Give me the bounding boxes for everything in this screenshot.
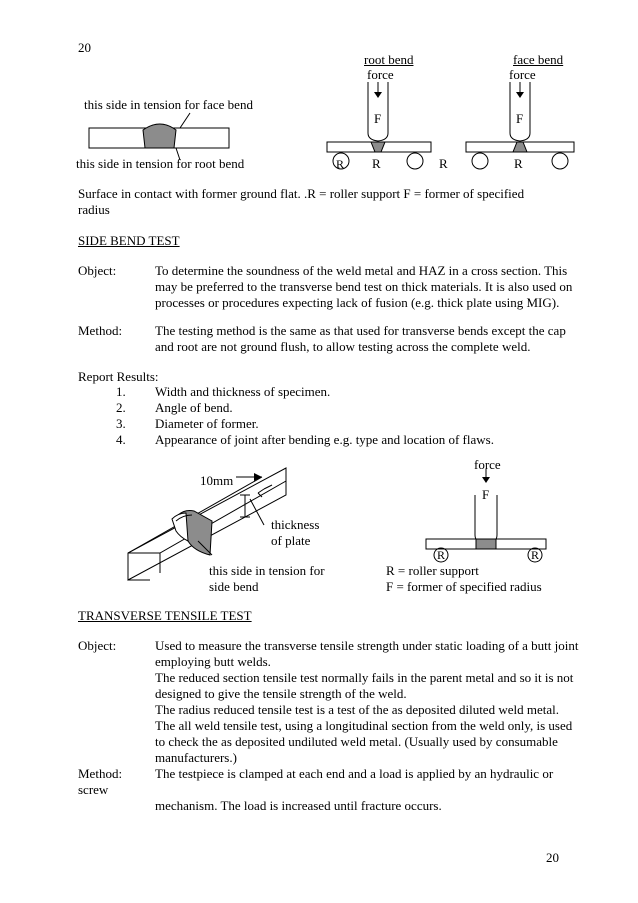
thickness-label: thickness (271, 517, 320, 532)
report-item-text: Angle of bend. (155, 400, 233, 415)
face-force-label: force (509, 67, 536, 82)
side-tension-label-2: side bend (209, 579, 259, 594)
side-tension-label: this side in tension for (209, 563, 325, 578)
tensile-method-label: Method: (78, 766, 123, 781)
side-bend-object-label: Object: (78, 263, 117, 278)
caption-line-2: radius (78, 202, 110, 217)
tensile-method-line-2: mechanism. The load is increased until fracture occurs. (155, 798, 442, 813)
report-item-num: 2. (116, 400, 126, 415)
root-bend-label: root bend (364, 52, 414, 67)
tensile-object-line: manufacturers.) (155, 750, 237, 765)
tensile-object-line: to check the as deposited undiluted weld metal. (Usually used by consumable (155, 734, 558, 749)
root-former-label: F (374, 111, 382, 126)
fig2-roller-left: R (437, 548, 446, 562)
tensile-object-line: The all weld tensile test, using a longitudinal section from the weld only, is used (155, 718, 573, 733)
side-bend-method-line: and root are not ground flush, to allow testing across the complete weld. (155, 339, 531, 354)
side-bend-object-line: processes or procedures expecting lack of fusion (e.g. thick plate using MIG). (155, 295, 560, 310)
side-bend-object-line: may be preferred to the transverse bend test on thick materials. It is also used on (155, 279, 573, 294)
tension-face-label: this side in tension for face bend (84, 97, 253, 112)
face-former-label: F (516, 111, 524, 126)
side-bend-heading: SIDE BEND TEST (78, 233, 180, 248)
caption-line-1: Surface in contact with former ground flat. .R = roller support F = former of specified (78, 186, 525, 201)
report-results-label: Report Results: (78, 369, 159, 384)
roller-label-1: R (336, 157, 345, 171)
report-item-text: Appearance of joint after bending e.g. type and location of flaws. (155, 432, 494, 447)
tension-root-label: this side in tension for root bend (76, 156, 245, 171)
fig2-force-label: force (474, 457, 501, 472)
report-item-num: 1. (116, 384, 126, 399)
roller-label-4: R (514, 156, 523, 171)
fig2-legend-1: R = roller support (386, 563, 479, 578)
report-item-num: 4. (116, 432, 126, 447)
fig2-roller-right: R (531, 548, 540, 562)
tensile-object-line: Used to measure the transverse tensile strength under static loading of a butt joint (155, 638, 579, 653)
tensile-object-line: The reduced section tensile test normally fails in the parent metal and so it is not (155, 670, 574, 685)
fig2-legend-2: F = former of specified radius (386, 579, 542, 594)
side-bend-method-label: Method: (78, 323, 123, 338)
tensile-object-line: employing butt welds. (155, 654, 271, 669)
report-item-text: Diameter of former. (155, 416, 259, 431)
roller-label-2: R (372, 156, 381, 171)
thickness-label-2: of plate (271, 533, 311, 548)
report-item-num: 3. (116, 416, 126, 431)
tensile-object-line: designed to give the tensile strength of the weld. (155, 686, 407, 701)
header-page-number: 20 (78, 40, 91, 55)
root-force-label: force (367, 67, 394, 82)
dim-10mm-label: 10mm (200, 473, 234, 488)
tensile-method-line-1: The testpiece is clamped at each end and a load is applied by an hydraulic or (155, 766, 554, 781)
tensile-object-line: The radius reduced tensile test is a test of the as deposited diluted weld metal. (155, 702, 559, 717)
bend-test-diagram (0, 0, 638, 180)
fig2-former-label: F (482, 487, 490, 502)
face-bend-label: face bend (513, 52, 564, 67)
side-bend-method-line: The testing method is the same as that used for transverse bends except the cap (155, 323, 566, 338)
tensile-heading: TRANSVERSE TENSILE TEST (78, 608, 252, 623)
report-item-text: Width and thickness of specimen. (155, 384, 331, 399)
tensile-object-label: Object: (78, 638, 117, 653)
side-bend-object-line: To determine the soundness of the weld metal and HAZ in a cross section. This (155, 263, 568, 278)
footer-page-number: 20 (546, 850, 559, 865)
tensile-method-label-2: screw (78, 782, 109, 797)
roller-label-3: R (439, 156, 448, 171)
